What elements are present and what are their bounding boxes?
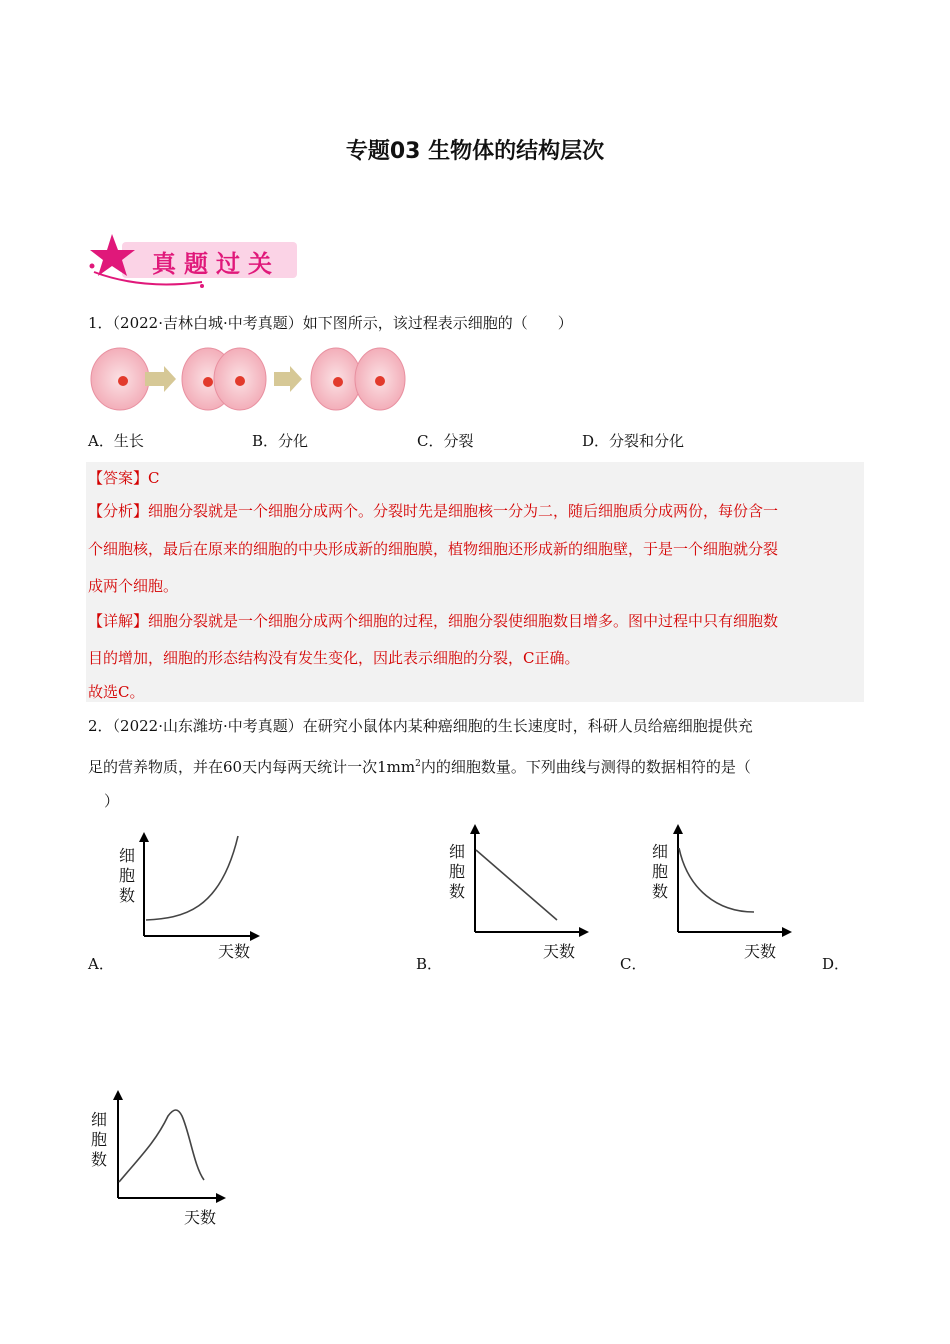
q1-option-c[interactable]: C．分裂	[417, 432, 474, 450]
q1-analysis-line-1: 【分析】细胞分裂就是一个细胞分成两个。分裂时先是细胞核一分为二，随后细胞质分成两份，每份含一	[88, 502, 779, 520]
q1-detail-line-1: 【详解】细胞分裂就是一个细胞分成两个细胞的过程，细胞分裂使细胞数目增多。图中过程中只有细胞数	[88, 612, 779, 630]
q1-conclusion: 故选C。	[88, 683, 145, 701]
graph-b-xlabel: 天数	[543, 942, 576, 961]
graph-b	[445, 820, 595, 961]
q1-option-d[interactable]: D．分裂和分化	[582, 432, 685, 450]
q1-stem-text: （2022·吉林白城·中考真题）如下图所示，该过程表示细胞的（ ）	[112, 314, 573, 332]
q1-answer: 【答案】C	[88, 469, 160, 487]
q2-option-d[interactable]: D．	[822, 955, 850, 973]
graph-c-xlabel: 天数	[744, 942, 777, 961]
q1-number: 1．	[88, 314, 113, 332]
graph-c	[648, 820, 798, 961]
q2-option-c[interactable]: C．	[620, 955, 647, 973]
q1-analysis-line-3: 成两个细胞。	[88, 577, 179, 595]
section-banner	[82, 230, 302, 290]
graph-b-ylabel: 细 胞 数	[449, 842, 466, 901]
q1-detail-line-2: 目的增加，细胞的形态结构没有发生变化，因此表示细胞的分裂，C正确。	[88, 649, 580, 667]
q2-stem-line-3: ）	[104, 792, 120, 810]
graph-a	[112, 830, 262, 965]
cell-division-figure	[90, 346, 410, 412]
graph-b-axes	[445, 820, 595, 955]
graph-d-ylabel: 细 胞 数	[91, 1110, 108, 1169]
q1-option-b[interactable]: B．分化	[252, 432, 309, 450]
q2-stem-line-2: 足的营养物质，并在60天内每两天统计一次$1mm^2$内的细胞数量。下列曲线与测得的数据相符的是（	[88, 758, 751, 776]
banner-label: 真题过关	[152, 250, 280, 278]
q2-option-b[interactable]: B．	[416, 955, 443, 973]
q2-option-a[interactable]: A．	[88, 955, 114, 973]
q1-stem	[88, 313, 573, 333]
q1-analysis-line-2: 个细胞核，最后在原来的细胞的中央形成新的细胞膜，植物细胞还形成新的细胞壁，于是一个细胞就分裂	[88, 540, 779, 558]
graph-c-axes	[648, 820, 798, 955]
q1-option-a[interactable]: A．生长	[88, 432, 144, 450]
graph-d-xlabel: 天数	[184, 1208, 217, 1227]
graph-a-ylabel: 细 胞 数	[119, 846, 136, 905]
graph-d	[86, 1086, 236, 1236]
q2-stem-line-1: 2．（2022·山东潍坊·中考真题）在研究小鼠体内某种癌细胞的生长速度时，科研人员给癌细胞提供充	[88, 717, 753, 735]
graph-c-ylabel: 细 胞 数	[652, 842, 669, 901]
graph-a-xlabel: 天数	[218, 942, 251, 961]
page-title: 专题03 生物体的结构层次	[345, 139, 605, 164]
